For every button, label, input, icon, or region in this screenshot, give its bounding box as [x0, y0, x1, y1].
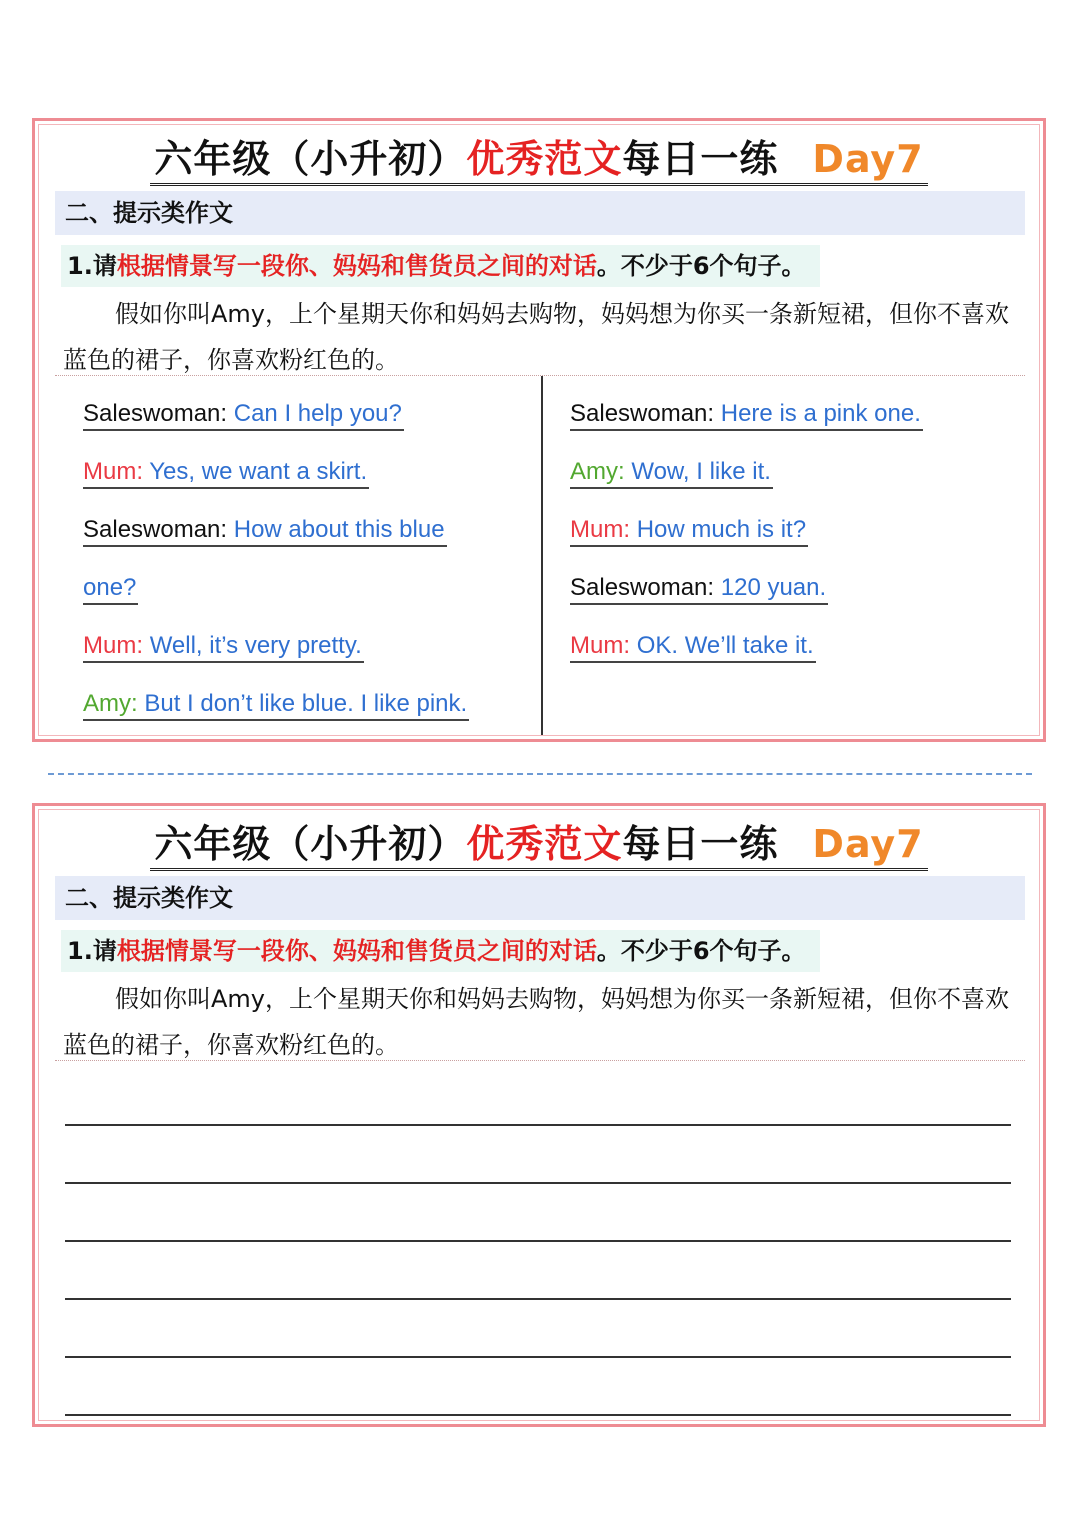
section-label: 二、提示类作文	[55, 876, 1025, 920]
prompt-suffix: 。不少于6个句子。	[596, 252, 806, 280]
dialogue-line: Mum: Yes, we want a skirt.	[83, 457, 369, 489]
dialogue-line: Amy: But I don’t like blue. I like pink.	[83, 689, 469, 721]
prompt-prefix: 1.请	[67, 937, 117, 965]
prompt-highlight: 根据情景写一段你、妈妈和售货员之间的对话	[116, 252, 597, 280]
dialogue-line: Saleswoman: Here is a pink one.	[570, 399, 923, 431]
title-grade: 六年级（小升初）	[154, 137, 467, 181]
page-title	[35, 820, 1043, 871]
scenario-description: 假如你叫Amy，上个星期天你和妈妈去购物，妈妈想为你买一条新短裙，但你不喜欢蓝色的裙子，你喜欢粉红色的。	[63, 985, 1009, 1059]
title-highlight: 优秀范文	[466, 137, 623, 181]
prompt-suffix: 。不少于6个句子。	[596, 937, 806, 965]
writing-line[interactable]	[65, 1356, 1011, 1358]
dialogue-line: Mum: How much is it?	[570, 515, 808, 547]
prompt-highlight: 根据情景写一段你、妈妈和售货员之间的对话	[116, 937, 597, 965]
dialogue-line: Saleswoman: Can I help you?	[83, 399, 404, 431]
title-day: Day7	[812, 137, 924, 181]
writing-line[interactable]	[65, 1182, 1011, 1184]
cut-line	[48, 773, 1032, 775]
writing-line[interactable]	[65, 1298, 1011, 1300]
dialogue-line: Amy: Wow, I like it.	[570, 457, 773, 489]
title-highlight: 优秀范文	[466, 822, 623, 866]
prompt	[61, 930, 820, 972]
writing-line[interactable]	[65, 1124, 1011, 1126]
dialogue-line: Mum: OK. We’ll take it.	[570, 631, 816, 663]
prompt-prefix: 1.请	[67, 252, 117, 280]
title-daily: 每日一练	[622, 137, 779, 181]
writing-line[interactable]	[65, 1414, 1011, 1416]
title-day: Day7	[812, 822, 924, 866]
dialogue-line: Saleswoman: 120 yuan.	[570, 573, 828, 605]
column-divider	[541, 376, 543, 736]
dotted-divider	[55, 1060, 1025, 1061]
prompt	[61, 245, 820, 287]
example-card	[32, 118, 1046, 742]
section-label: 二、提示类作文	[55, 191, 1025, 235]
title-daily: 每日一练	[622, 822, 779, 866]
page-title	[35, 135, 1043, 186]
practice-card	[32, 803, 1046, 1427]
dialogue-line: Saleswoman: How about this blue	[83, 515, 447, 547]
dotted-divider	[55, 375, 1025, 376]
scenario-description: 假如你叫Amy，上个星期天你和妈妈去购物，妈妈想为你买一条新短裙，但你不喜欢蓝色的裙子，你喜欢粉红色的。	[63, 300, 1009, 374]
dialogue-line: Mum: Well, it’s very pretty.	[83, 631, 364, 663]
dialogue-line: one?	[83, 573, 138, 605]
writing-line[interactable]	[65, 1240, 1011, 1242]
title-grade: 六年级（小升初）	[154, 822, 467, 866]
